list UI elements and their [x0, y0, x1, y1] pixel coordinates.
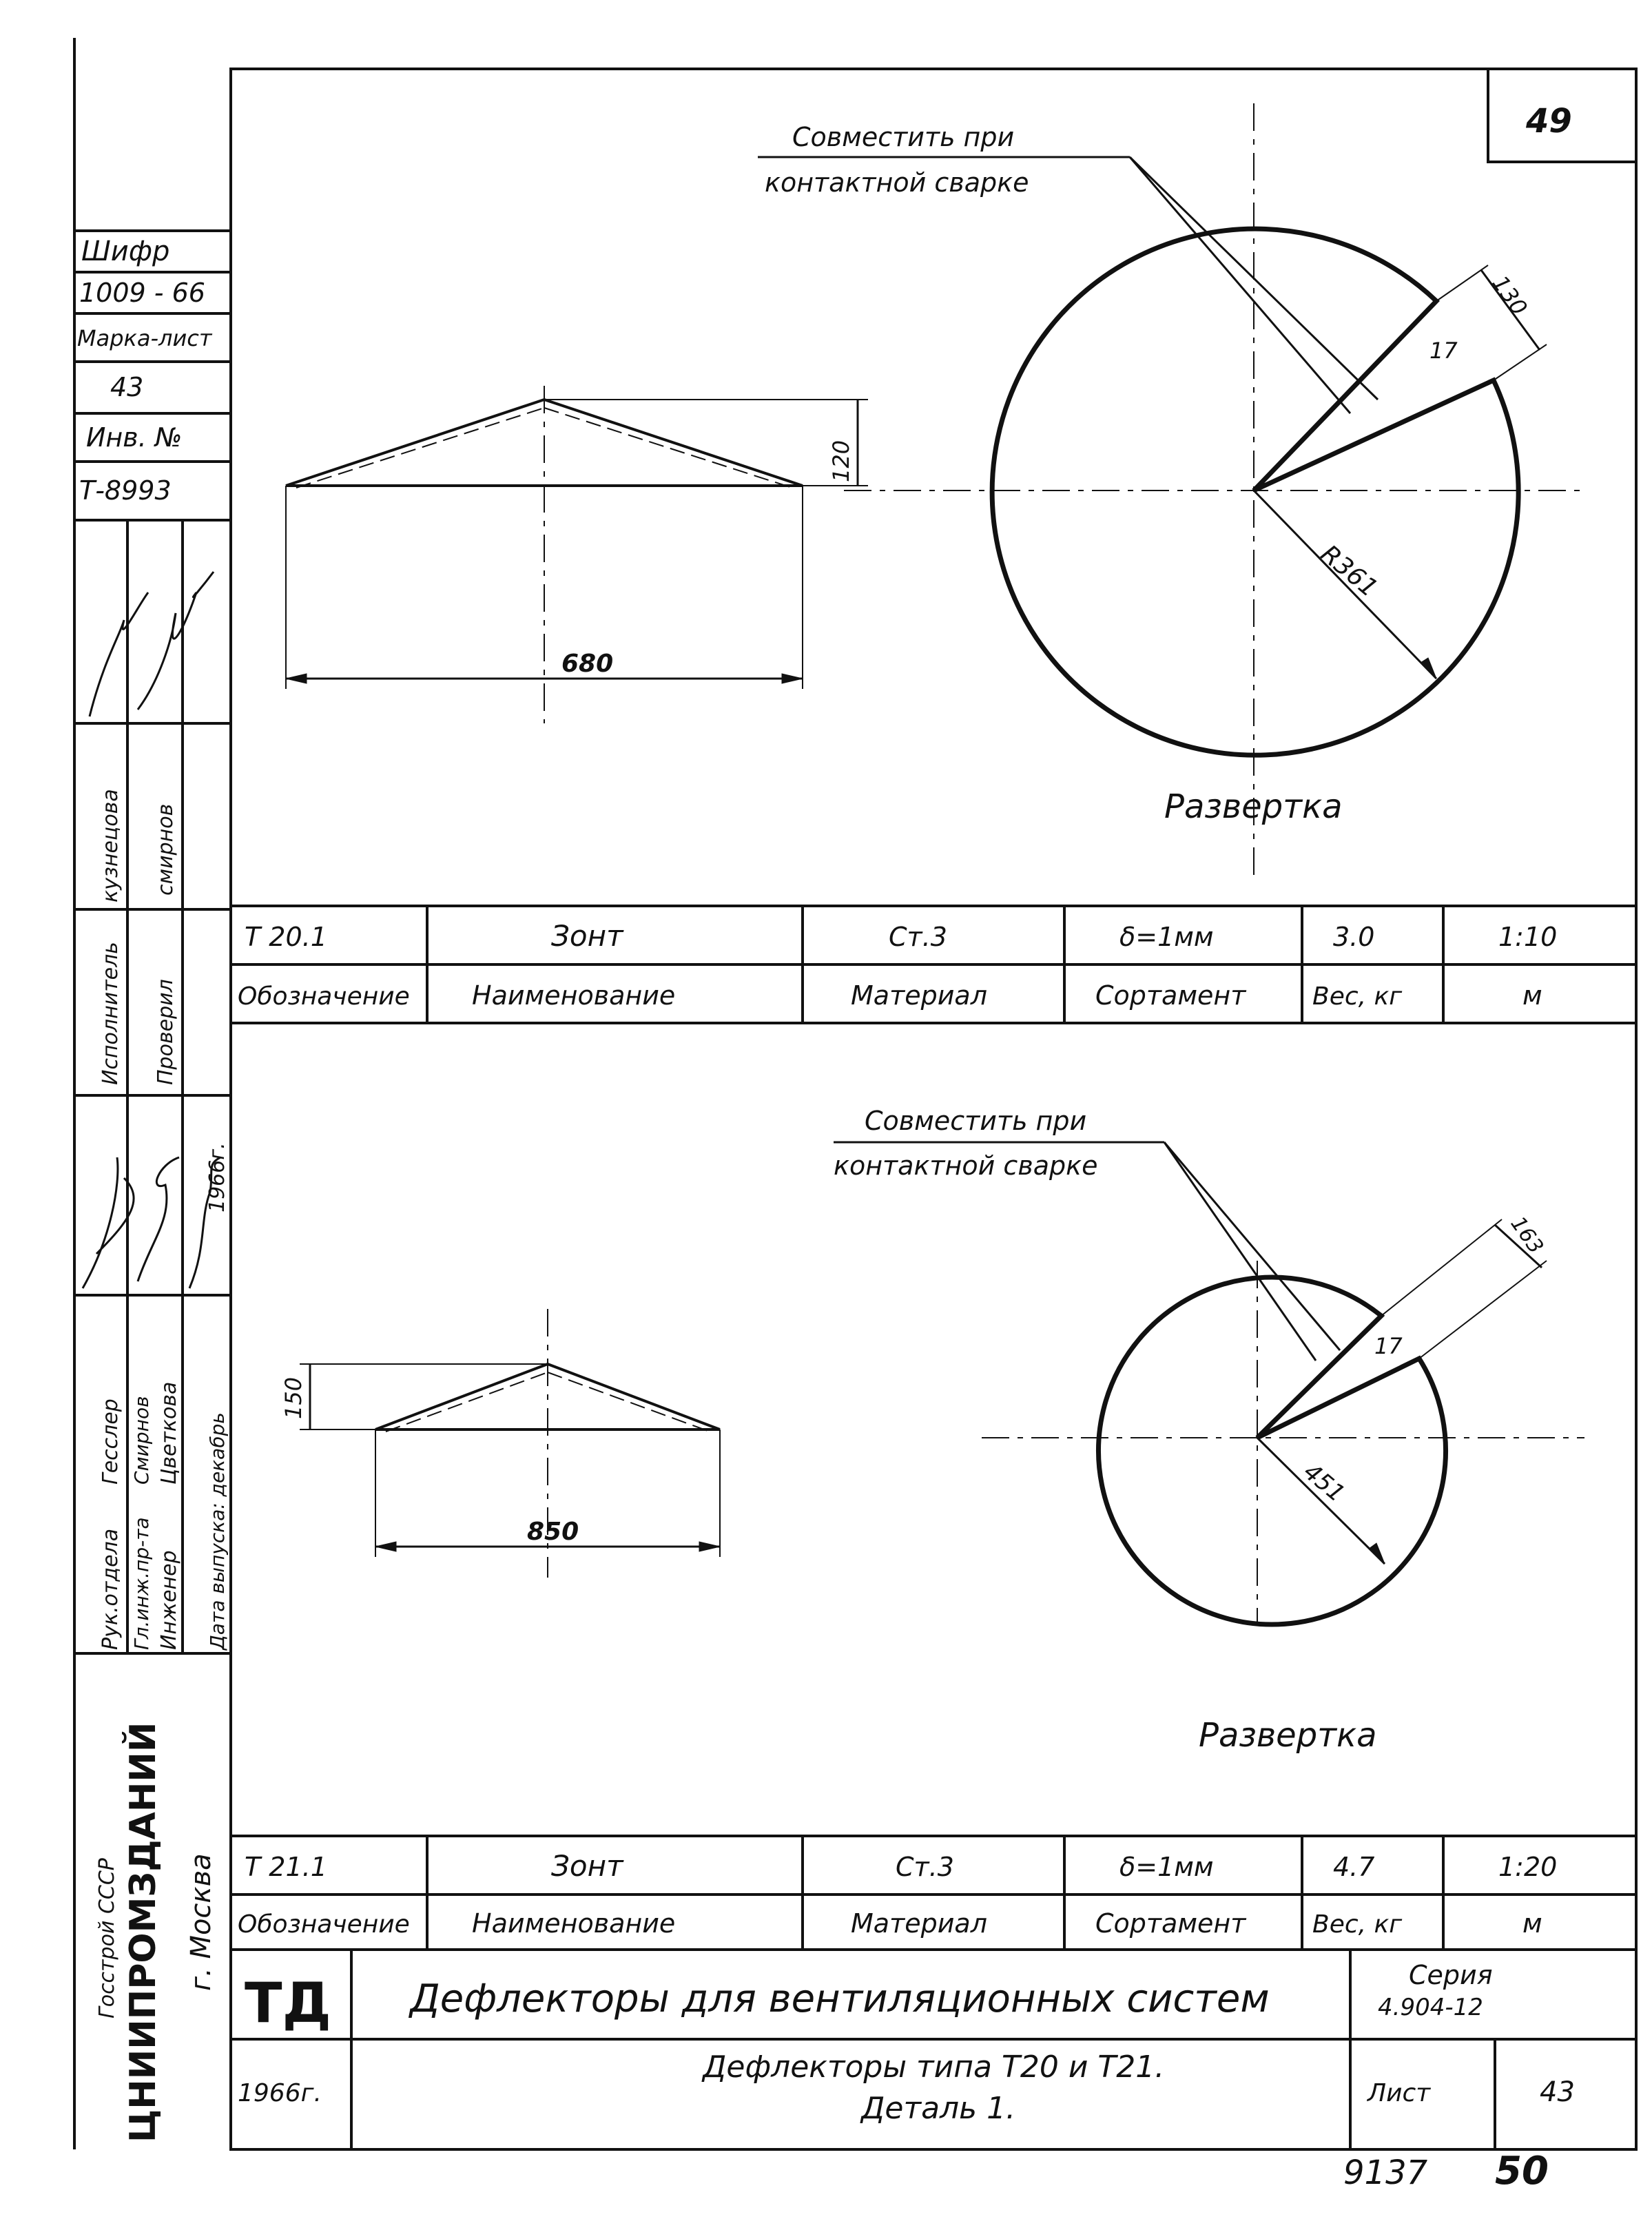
spec2-header-scale: м: [1522, 1908, 1542, 1939]
callout-2-line2: контактной сварке: [834, 1150, 1098, 1181]
spec1-designation: Т 20.1: [245, 922, 327, 952]
spec1-scale: 1:10: [1498, 922, 1558, 952]
title-block-series-value: 4.904-12: [1378, 1994, 1483, 2021]
title-block-year: 1966г.: [238, 2079, 322, 2107]
title-block-series-label: Серия: [1409, 1960, 1493, 1990]
callout-1-line1: Совместить при: [792, 122, 1015, 152]
dim-height-2: 150: [280, 1376, 307, 1419]
spec2-header-weight: Вес, кг: [1312, 1910, 1403, 1939]
dim-radius-2: 451: [1298, 1458, 1350, 1508]
spec1-header-material: Материал: [851, 980, 987, 1011]
strip-name-kuznetsova: кузнецова: [99, 789, 123, 902]
spec2-header-name: Наименование: [472, 1908, 676, 1939]
strip-inv-label: Инв. №: [86, 422, 183, 453]
spec1-header-scale: м: [1522, 980, 1542, 1011]
callout-1-line2: контактной сварке: [765, 167, 1029, 198]
strip-title-dept-head: Рук.отдела: [99, 1528, 123, 1650]
spec1-header-assortment: Сортамент: [1095, 980, 1246, 1011]
development-2: [834, 1142, 1584, 1626]
dim-width-2: 850: [527, 1518, 579, 1546]
spec2-name: Зонт: [551, 1849, 623, 1883]
strip-name-tsvetkova: Цветкова: [157, 1381, 181, 1485]
spec2-assortment: δ=1мм: [1119, 1852, 1214, 1882]
strip-name-smirnov-bottom: Смирнов: [130, 1396, 153, 1485]
spec1-name: Зонт: [551, 919, 623, 953]
spec1-assortment: δ=1мм: [1119, 922, 1214, 952]
strip-mark-value: 43: [110, 372, 144, 402]
spec2-material: Ст.3: [896, 1852, 954, 1882]
spec1-header-designation: Обозначение: [238, 982, 410, 1011]
spec1-header-weight: Вес, кг: [1312, 982, 1403, 1011]
dim-gap-2: 163: [1505, 1212, 1548, 1259]
spec2-header-assortment: Сортамент: [1095, 1908, 1246, 1939]
title-block-sheet-value: 43: [1540, 2076, 1575, 2108]
development-1: [758, 103, 1584, 875]
frame-lines: [74, 38, 1636, 2149]
strip-cipher-label: Шифр: [81, 236, 170, 267]
strip-cipher-value: 1009 - 66: [79, 278, 205, 308]
spec2-designation: Т 21.1: [245, 1852, 327, 1882]
title-block-subtitle-line2: Деталь 1.: [861, 2091, 1016, 2126]
strip-title-chief-eng: Гл.инж.пр-та: [130, 1517, 153, 1650]
strip-title-engineer: Инженер: [157, 1550, 181, 1650]
strip-inv-value: Т-8993: [79, 475, 172, 506]
strip-org-city: г. Москва: [185, 1853, 217, 1991]
footer-doc-number: 9137: [1343, 2154, 1428, 2192]
strip-org-line1: Госстрой СССР: [95, 1858, 119, 2019]
dim-height-1: 120: [828, 440, 854, 482]
signatures: [83, 572, 220, 1288]
strip-org-line2: ЦНИИПРОМЗДАНИЙ: [123, 1722, 164, 2143]
dim-overlap-2: 17: [1374, 1333, 1403, 1359]
dim-gap-1: 130: [1487, 270, 1533, 320]
spec2-header-material: Материал: [851, 1908, 987, 1939]
strip-release-year: 1966г.: [205, 1142, 229, 1212]
spec1-weight: 3.0: [1333, 922, 1375, 952]
title-block-sheet-label: Лист: [1367, 2079, 1431, 2107]
strip-title-checked: Проверил: [154, 979, 178, 1085]
title-block-subtitle-line1: Дефлекторы типа Т20 и Т21.: [703, 2050, 1165, 2085]
caption-2: Развертка: [1199, 1716, 1377, 1755]
dim-radius-1: R361: [1315, 539, 1383, 603]
spec1-header-name: Наименование: [472, 980, 676, 1011]
spec1-material: Ст.3: [889, 922, 947, 952]
title-block-org-code: ТД: [245, 1971, 331, 2035]
strip-mark-label: Марка-лист: [77, 325, 212, 351]
footer-page-number: 50: [1495, 2149, 1549, 2193]
dim-width-1: 680: [561, 650, 614, 678]
page-number: 49: [1526, 102, 1572, 141]
spec2-header-designation: Обозначение: [238, 1910, 410, 1939]
cone-profile-2: [300, 1309, 720, 1578]
strip-title-executor: Исполнитель: [99, 942, 123, 1085]
strip-release-label: Дата выпуска: декабрь: [206, 1412, 229, 1650]
title-block-main-title: Дефлекторы для вентиляционных систем: [410, 1976, 1270, 2021]
strip-name-gessler: Гесслер: [99, 1398, 123, 1485]
callout-2-line1: Совместить при: [865, 1106, 1087, 1136]
dim-overlap-1: 17: [1429, 338, 1458, 364]
spec2-scale: 1:20: [1498, 1852, 1558, 1882]
spec2-weight: 4.7: [1333, 1852, 1375, 1882]
caption-1: Развертка: [1164, 787, 1343, 826]
strip-name-smirnov-top: смирнов: [154, 803, 178, 896]
